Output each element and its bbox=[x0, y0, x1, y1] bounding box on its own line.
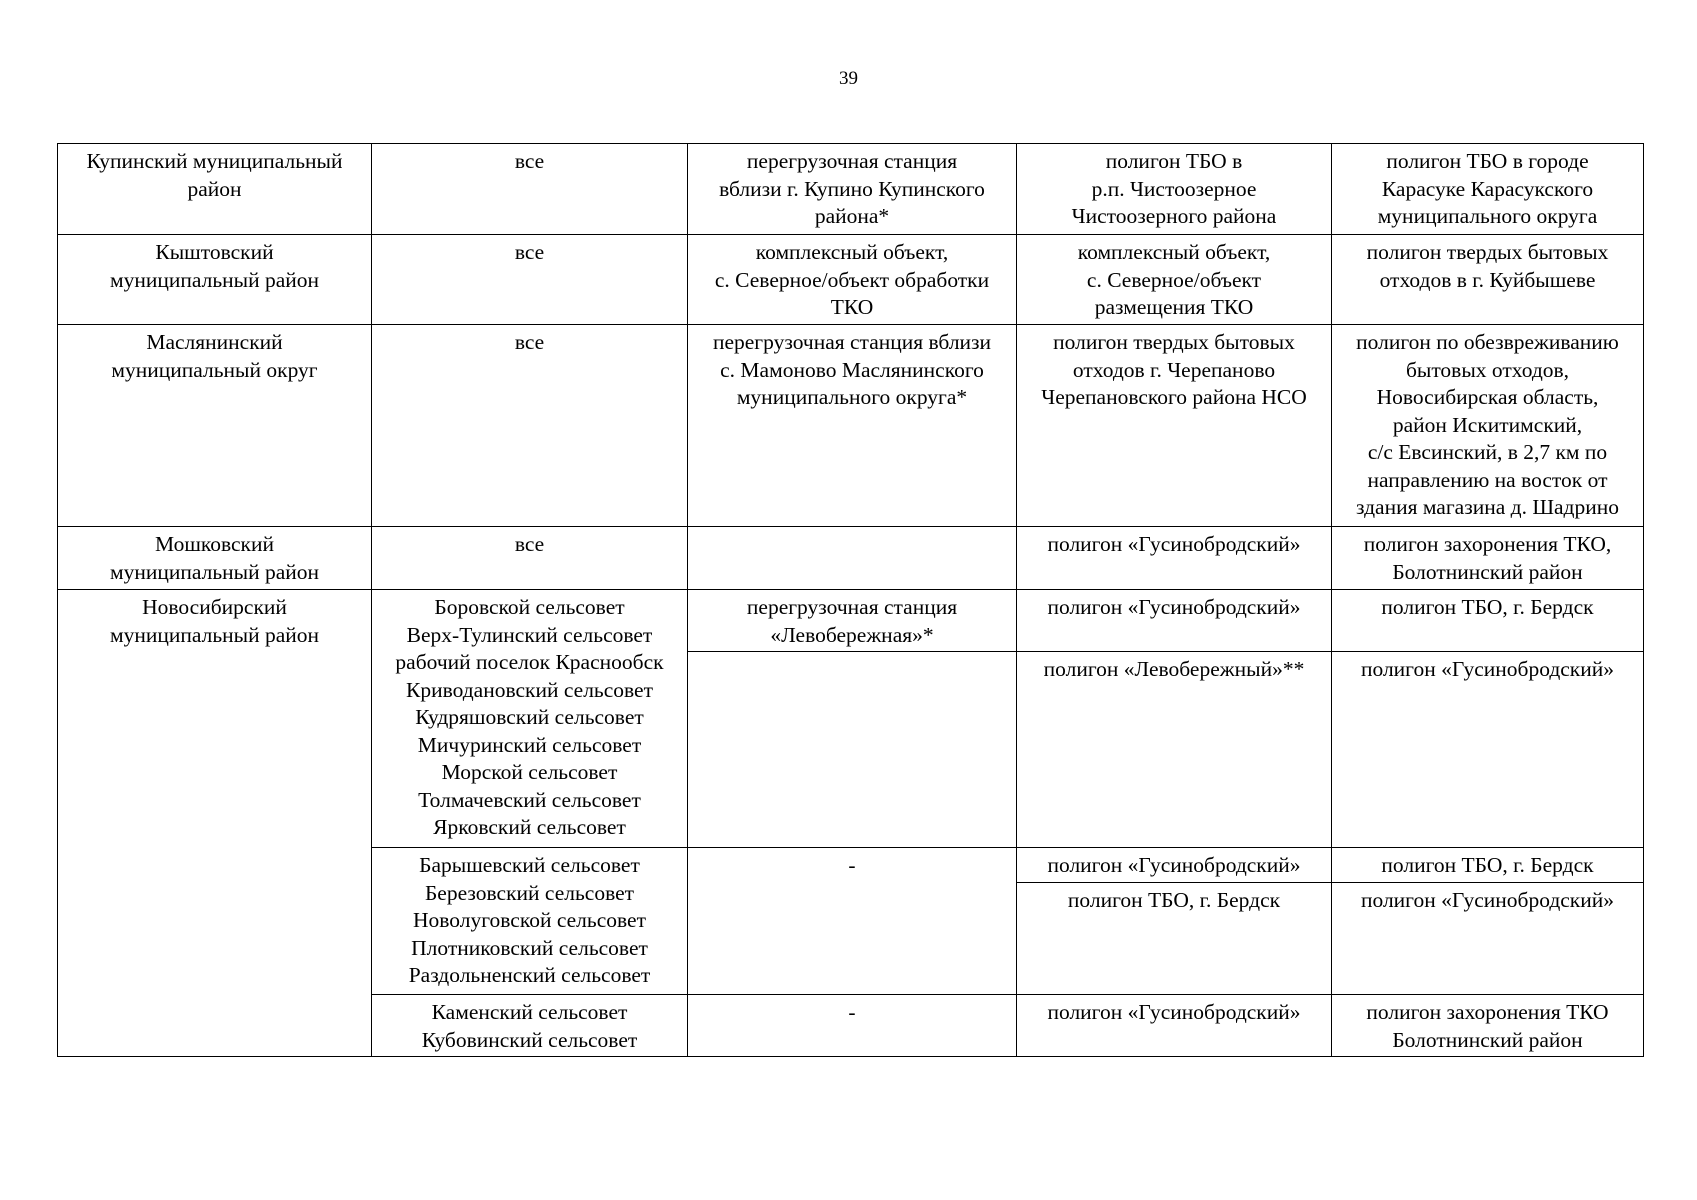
table-row bbox=[58, 235, 1644, 325]
cell-text-line: муниципальный район bbox=[109, 559, 320, 584]
disposal-reserve-cell bbox=[1332, 848, 1644, 883]
disposal-reserve-cell bbox=[1332, 144, 1644, 235]
cell-text-line: Барышевский сельсовет bbox=[419, 853, 640, 877]
disposal-main-cell bbox=[1017, 995, 1332, 1057]
district-cell bbox=[58, 527, 372, 590]
cell-text-line: Карасуке Карасукского bbox=[1381, 176, 1594, 201]
transfer-station-cell bbox=[688, 652, 1017, 848]
table-row bbox=[58, 144, 1644, 235]
transfer-station-cell bbox=[688, 325, 1017, 527]
disposal-reserve-cell bbox=[1332, 325, 1644, 527]
cell-text-line: Березовский сельсовет bbox=[424, 880, 635, 905]
cell-text-line: полигон захоронения ТКО, bbox=[1363, 532, 1612, 556]
cell-text-line: полигон ТБО, г. Бердск bbox=[1381, 853, 1594, 877]
cell-text-line: района* bbox=[814, 204, 890, 228]
cell-text-line: полигон «Гусинобродский» bbox=[1360, 888, 1615, 912]
table-row bbox=[58, 527, 1644, 590]
cell-text-line: муниципальный округ bbox=[111, 357, 318, 382]
settlements-cell bbox=[372, 527, 688, 590]
cell-text-line: Криводановский сельсовет bbox=[405, 677, 653, 702]
cell-text-line: направлению на восток от bbox=[1367, 467, 1608, 492]
cell-text-line: полигон «Левобережный»** bbox=[1043, 657, 1305, 681]
disposal-main-cell bbox=[1017, 883, 1332, 995]
cell-text-line: Болотнинский район bbox=[1392, 1027, 1583, 1052]
cell-text-line: бытовых отходов, bbox=[1405, 357, 1570, 382]
cell-text-line: отходов в г. Куйбышеве bbox=[1379, 267, 1596, 292]
cell-text-line: Новосибирская область, bbox=[1376, 385, 1599, 409]
cell-text-line: все bbox=[514, 330, 545, 354]
cell-text-line: полигон ТБО в городе bbox=[1386, 149, 1589, 173]
cell-text-line: Морской сельсовет bbox=[441, 760, 618, 784]
disposal-reserve-cell bbox=[1332, 883, 1644, 995]
settlements-cell bbox=[372, 590, 688, 848]
disposal-reserve-cell bbox=[1332, 527, 1644, 590]
cell-text-line: Болотнинский район bbox=[1392, 559, 1583, 584]
cell-text-line: Новолуговской сельсовет bbox=[413, 908, 646, 932]
cell-text-line: - bbox=[848, 853, 856, 877]
cell-text-line: отходов г. Черепаново bbox=[1072, 357, 1276, 382]
cell-text-line: муниципальный район bbox=[109, 622, 320, 647]
cell-text-line: полигон «Гусинобродский» bbox=[1047, 595, 1301, 619]
cell-text-line: перегрузочная станция вблизи bbox=[712, 330, 992, 354]
cell-text-line: Плотниковский сельсовет bbox=[411, 935, 648, 960]
transfer-station-cell bbox=[688, 995, 1017, 1057]
disposal-main-cell bbox=[1017, 527, 1332, 590]
cell-text-line: Верх-Тулинский сельсовет bbox=[406, 622, 653, 647]
cell-text-line: Купинский муниципальный bbox=[86, 149, 343, 173]
cell-text-line: полигон захоронения ТКО bbox=[1366, 1000, 1609, 1024]
cell-text-line: с. Северное/объект обработки bbox=[714, 267, 990, 292]
district-cell bbox=[58, 144, 372, 235]
cell-text-line: рабочий поселок Краснообск bbox=[395, 650, 664, 674]
cell-text-line: Каменский сельсовет bbox=[431, 1000, 628, 1024]
cell-text-line: Кубовинский сельсовет bbox=[421, 1027, 638, 1052]
cell-text-line: муниципального округа bbox=[1377, 204, 1598, 228]
cell-text-line: муниципальный район bbox=[109, 267, 320, 292]
cell-text-line: Ярковский сельсовет bbox=[433, 815, 626, 839]
disposal-reserve-cell bbox=[1332, 652, 1644, 848]
cell-text-line: полигон по обезвреживанию bbox=[1356, 330, 1619, 354]
cell-text-line: с/с Евсинский, в 2,7 км по bbox=[1367, 440, 1608, 464]
cell-text-line: полигон ТБО, г. Бердск bbox=[1067, 888, 1281, 912]
cell-text-line: полигон ТБО в bbox=[1105, 149, 1243, 173]
disposal-main-cell bbox=[1017, 848, 1332, 883]
cell-text-line: Толмачевский сельсовет bbox=[418, 787, 641, 812]
cell-text-line: перегрузочная станция bbox=[746, 595, 958, 619]
page-number: 39 bbox=[839, 68, 858, 89]
cell-text-line: Мичуринский сельсовет bbox=[417, 732, 642, 757]
cell-text-line: муниципального округа* bbox=[736, 385, 968, 409]
cell-text-line: район Искитимский, bbox=[1392, 412, 1583, 437]
cell-text-line: все bbox=[514, 149, 545, 173]
transfer-station-cell bbox=[688, 235, 1017, 325]
cell-text-line: комплексный объект, bbox=[1077, 240, 1271, 264]
cell-text-line: вблизи г. Купино Купинского bbox=[719, 176, 985, 201]
disposal-main-cell bbox=[1017, 325, 1332, 527]
cell-text-line: Новосибирский bbox=[142, 595, 287, 619]
district-cell bbox=[58, 235, 372, 325]
cell-text-line: Чистоозерного района bbox=[1071, 204, 1277, 228]
disposal-main-cell bbox=[1017, 144, 1332, 235]
disposal-main-cell bbox=[1017, 590, 1332, 652]
cell-text-line: с. Северное/объект bbox=[1086, 267, 1262, 292]
disposal-reserve-cell bbox=[1332, 590, 1644, 652]
cell-text-line: Кыштовский bbox=[155, 240, 274, 264]
cell-text-line: район bbox=[187, 176, 242, 201]
cell-text-line: полигон ТБО, г. Бердск bbox=[1381, 595, 1594, 619]
cell-text-line: - bbox=[848, 1000, 856, 1024]
cell-text-line: размещения ТКО bbox=[1094, 295, 1254, 319]
table-row bbox=[58, 590, 1644, 652]
district-cell bbox=[58, 590, 372, 1057]
cell-text-line: полигон «Гусинобродский» bbox=[1047, 1000, 1301, 1024]
cell-text-line: «Левобережная»* bbox=[770, 622, 934, 647]
cell-text-line: Черепановского района НСО bbox=[1041, 385, 1307, 409]
cell-text-line: комплексный объект, bbox=[755, 240, 949, 264]
transfer-station-cell bbox=[688, 590, 1017, 652]
cell-text-line: полигон твердых бытовых bbox=[1053, 330, 1295, 354]
settlements-cell bbox=[372, 325, 688, 527]
transfer-station-cell bbox=[688, 848, 1017, 995]
settlements-cell bbox=[372, 144, 688, 235]
transfer-station-cell bbox=[688, 527, 1017, 590]
cell-text-line: полигон твердых бытовых bbox=[1366, 240, 1609, 264]
cell-text-line: р.п. Чистоозерное bbox=[1091, 176, 1257, 201]
cell-text-line: полигон «Гусинобродский» bbox=[1360, 657, 1615, 681]
district-cell bbox=[58, 325, 372, 527]
cell-text-line: ТКО bbox=[830, 295, 874, 319]
waste-routing-table bbox=[57, 143, 1644, 1057]
cell-text-line: здания магазина д. Шадрино bbox=[1355, 495, 1620, 519]
cell-text-line: все bbox=[514, 532, 545, 556]
transfer-station-cell bbox=[688, 144, 1017, 235]
settlements-cell bbox=[372, 848, 688, 995]
disposal-main-cell bbox=[1017, 235, 1332, 325]
cell-text-line: Боровской сельсовет bbox=[434, 595, 625, 619]
cell-text-line: Кудряшовский сельсовет bbox=[415, 705, 644, 729]
cell-text-line: перегрузочная станция bbox=[746, 149, 958, 173]
cell-text-line: полигон «Гусинобродский» bbox=[1047, 532, 1301, 556]
cell-text-line: Раздольненский сельсовет bbox=[408, 963, 651, 987]
cell-text-line: с. Мамоново Маслянинского bbox=[720, 357, 984, 382]
disposal-main-cell bbox=[1017, 652, 1332, 848]
cell-text-line: Мошковский bbox=[154, 532, 275, 556]
disposal-reserve-cell bbox=[1332, 995, 1644, 1057]
disposal-reserve-cell bbox=[1332, 235, 1644, 325]
settlements-cell bbox=[372, 235, 688, 325]
settlements-cell bbox=[372, 995, 688, 1057]
table-row bbox=[58, 325, 1644, 527]
cell-text-line: все bbox=[514, 240, 545, 264]
cell-text-line: полигон «Гусинобродский» bbox=[1047, 853, 1301, 877]
cell-text-line: Маслянинский bbox=[146, 330, 283, 354]
